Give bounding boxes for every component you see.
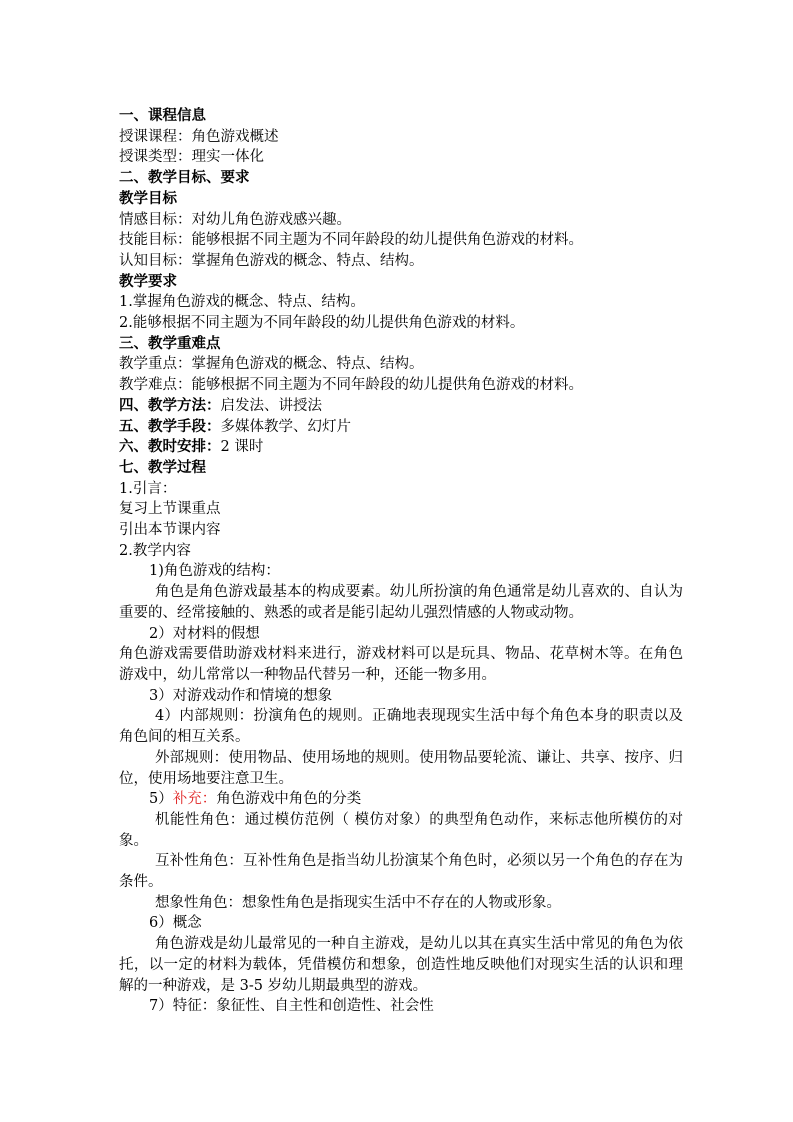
intro-lead-in: 引出本节课内容 xyxy=(119,522,221,539)
section-5-value: 多媒体教学、幻灯片 xyxy=(220,418,351,435)
course-type-value: 理实一体化 xyxy=(191,149,264,166)
section-4-row xyxy=(119,396,683,417)
goal-skill: 技能目标：能够根据不同主题为不同年龄段的幼儿提供角色游戏的材料。 xyxy=(119,232,583,249)
course-type-row xyxy=(119,147,683,168)
content-heading: 2.教学内容 xyxy=(119,542,191,559)
section-1-heading: 一、课程信息 xyxy=(119,108,206,124)
structure-paragraph: 角色是角色游戏最基本的构成要素。幼儿所扮演的角色通常是幼儿喜欢的、自认为重要的、经常接触的、熟悉的或者是能引起幼儿强烈情感的人物或动物。 xyxy=(119,584,683,621)
intro-heading: 1.引言： xyxy=(119,480,177,497)
requirements-heading: 教学要求 xyxy=(119,273,177,290)
external-rules-paragraph: 外部规则：使用物品、使用场地的规则。使用物品要轮流、谦让、共享、按序、归位，使用场地要注意卫生。 xyxy=(119,749,683,787)
role-classification-subheading xyxy=(119,789,683,810)
role-classification-number: 5） xyxy=(149,791,173,808)
section-4-heading: 四、教学方法： xyxy=(119,397,221,414)
difficult-point: 教学难点：能够根据不同主题为不同年龄段的幼儿提供角色游戏的材料。 xyxy=(119,377,583,394)
section-5-heading: 五、教学手段： xyxy=(119,418,221,435)
intro-review: 复习上节课重点 xyxy=(119,501,221,518)
section-4-value: 启发法、讲授法 xyxy=(220,397,322,414)
features-line: 7）特征：象征性、自主性和创造性、社会性 xyxy=(149,998,434,1015)
requirement-1: 1.掌握角色游戏的概念、特点、结构。 xyxy=(119,294,365,311)
imaginary-role-paragraph: 想象性角色：想象性角色是指现实生活中不存在的人物或形象。 xyxy=(155,894,561,911)
section-6-heading: 六、教时安排： xyxy=(119,439,221,456)
section-3-heading: 三、教学重难点 xyxy=(119,335,221,352)
goals-heading: 教学目标 xyxy=(119,190,177,207)
goal-emotion: 情感目标：对幼儿角色游戏感兴趣。 xyxy=(119,211,351,228)
complementary-role-paragraph: 互补性角色：互补性角色是指当幼儿扮演某个角色时，必须以另一个角色的存在为条件。 xyxy=(119,853,683,891)
structure-subheading: 1)角色游戏的结构： xyxy=(149,563,280,580)
section-5-row xyxy=(119,417,683,438)
requirement-2: 2.能够根据不同主题为不同年龄段的幼儿提供角色游戏的材料。 xyxy=(119,315,525,332)
goal-cognitive: 认知目标：掌握角色游戏的概念、特点、结构。 xyxy=(119,252,424,269)
course-row xyxy=(119,127,683,148)
concept-paragraph: 角色游戏是幼儿最常见的一种自主游戏，是幼儿以其在真实生活中常见的角色为依托，以一定的材料为载体，凭借模仿和想象，创造性地反映他们对现实生活的认识和理解的一种游戏，是 3-5 岁幼儿期最典型的游戏。 xyxy=(119,936,683,994)
concept-subheading: 6）概念 xyxy=(149,915,202,932)
section-2-heading: 二、教学目标、要求 xyxy=(119,170,250,187)
course-type-label: 授课类型： xyxy=(119,149,192,166)
role-classification-title: 角色游戏中角色的分类 xyxy=(216,791,362,808)
supplement-label: 补充： xyxy=(172,791,217,808)
course-label: 授课课程： xyxy=(119,128,192,145)
key-point: 教学重点：掌握角色游戏的概念、特点、结构。 xyxy=(119,356,424,373)
functional-role-paragraph: 机能性角色：通过模仿范例（ 模仿对象）的典型角色动作，来标志他所模仿的对象。 xyxy=(119,811,683,849)
section-7-heading: 七、教学过程 xyxy=(119,459,206,476)
section-6-row xyxy=(119,437,683,458)
course-value: 角色游戏概述 xyxy=(191,128,279,145)
internal-rules-paragraph: 4）内部规则：扮演角色的规则。正确地表现现实生活中每个角色本身的职责以及角色间的相互关系。 xyxy=(119,708,683,746)
section-6-value: 2 课时 xyxy=(220,439,264,456)
material-paragraph: 角色游戏需要借助游戏材料来进行，游戏材料可以是玩具、物品、花草树木等。在角色游戏中，幼儿常常以一种物品代替另一种，还能一物多用。 xyxy=(119,646,683,683)
material-subheading: 2）对材料的假想 xyxy=(149,625,260,642)
imagination-subheading: 3）对游戏动作和情境的想象 xyxy=(149,687,333,704)
